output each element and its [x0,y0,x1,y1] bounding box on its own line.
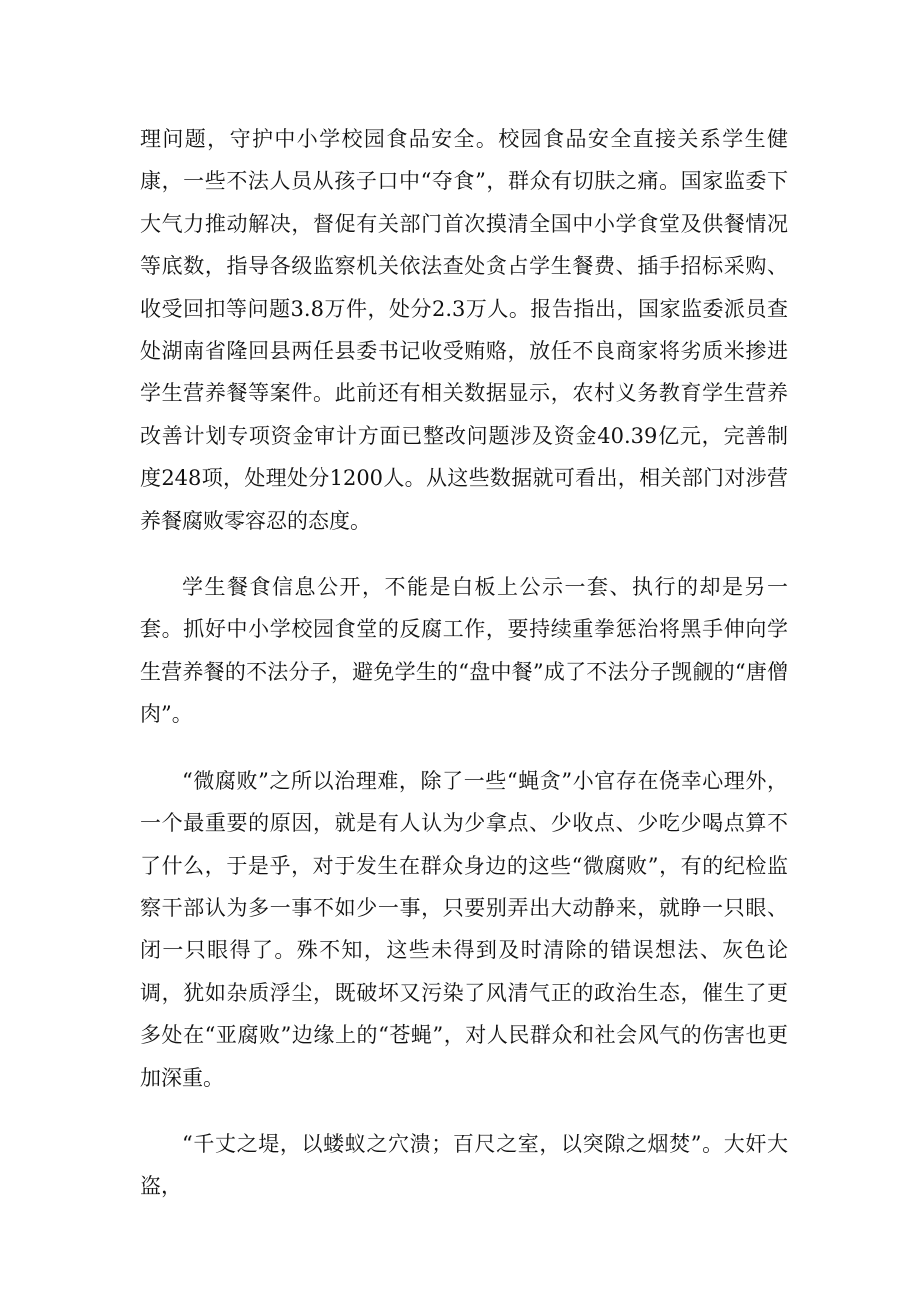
paragraph-4: “千丈之堤，以蝼蚁之穴溃；百尺之室，以突隙之烟焚”。大奸大盗， [140,1131,788,1199]
document-body [140,118,788,1208]
paragraph-1: 理问题，守护中小学校园食品安全。校园食品安全直接关系学生健康，一些不法人员从孩子口中“夺食”，群众有切肤之痛。国家监委下大气力推动解决，督促有关部门首次摸清全国中小学食堂及供餐情况等底数，指导各级监察机关依法查处贪占学生餐费、插手招标采购、收受回扣等问题3.8万件，处分2.3万人。报告指出，国家监委派员查处湖南省隆回县两任县委书记收受贿赂，放任不良商家将劣质米掺进学生营养餐等案件。此前还有相关数据显示，农村义务教育学生营养改善计划专项资金审计方面已整改问题涉及资金40.39亿元，完善制度248项，处理处分1200人。从这些数据就可看出，相关部门对涉营养餐腐败零容忍的态度。 [140,127,788,533]
paragraph-3: “微腐败”之所以治理难，除了一些“蝇贪”小官存在侥幸心理外，一个最重要的原因，就是有人认为少拿点、少收点、少吃少喝点算不了什么，于是乎，对于发生在群众身边的这些“微腐败”，有的纪检监察干部认为多一事不如少一事，只要别弄出大动静来，就睁一只眼、闭一只眼得了。殊不知，这些未得到及时清除的错误想法、灰色论调，犹如杂质浮尘，既破坏又污染了风清气正的政治生态，催生了更多处在“亚腐败”边缘上的“苍蝇”，对人民群众和社会风气的伤害也更加深重。 [140,768,788,1090]
paragraph-2: 学生餐食信息公开，不能是白板上公示一套、执行的却是另一套。抓好中小学校园食堂的反腐工作，要持续重拳惩治将黑手伸向学生营养餐的不法分子，避免学生的“盘中餐”成了不法分子觊觎的“唐僧肉”。 [140,575,788,727]
paragraph-gap [140,736,788,760]
paragraph-gap [140,542,788,566]
paragraph-gap [140,1099,788,1123]
